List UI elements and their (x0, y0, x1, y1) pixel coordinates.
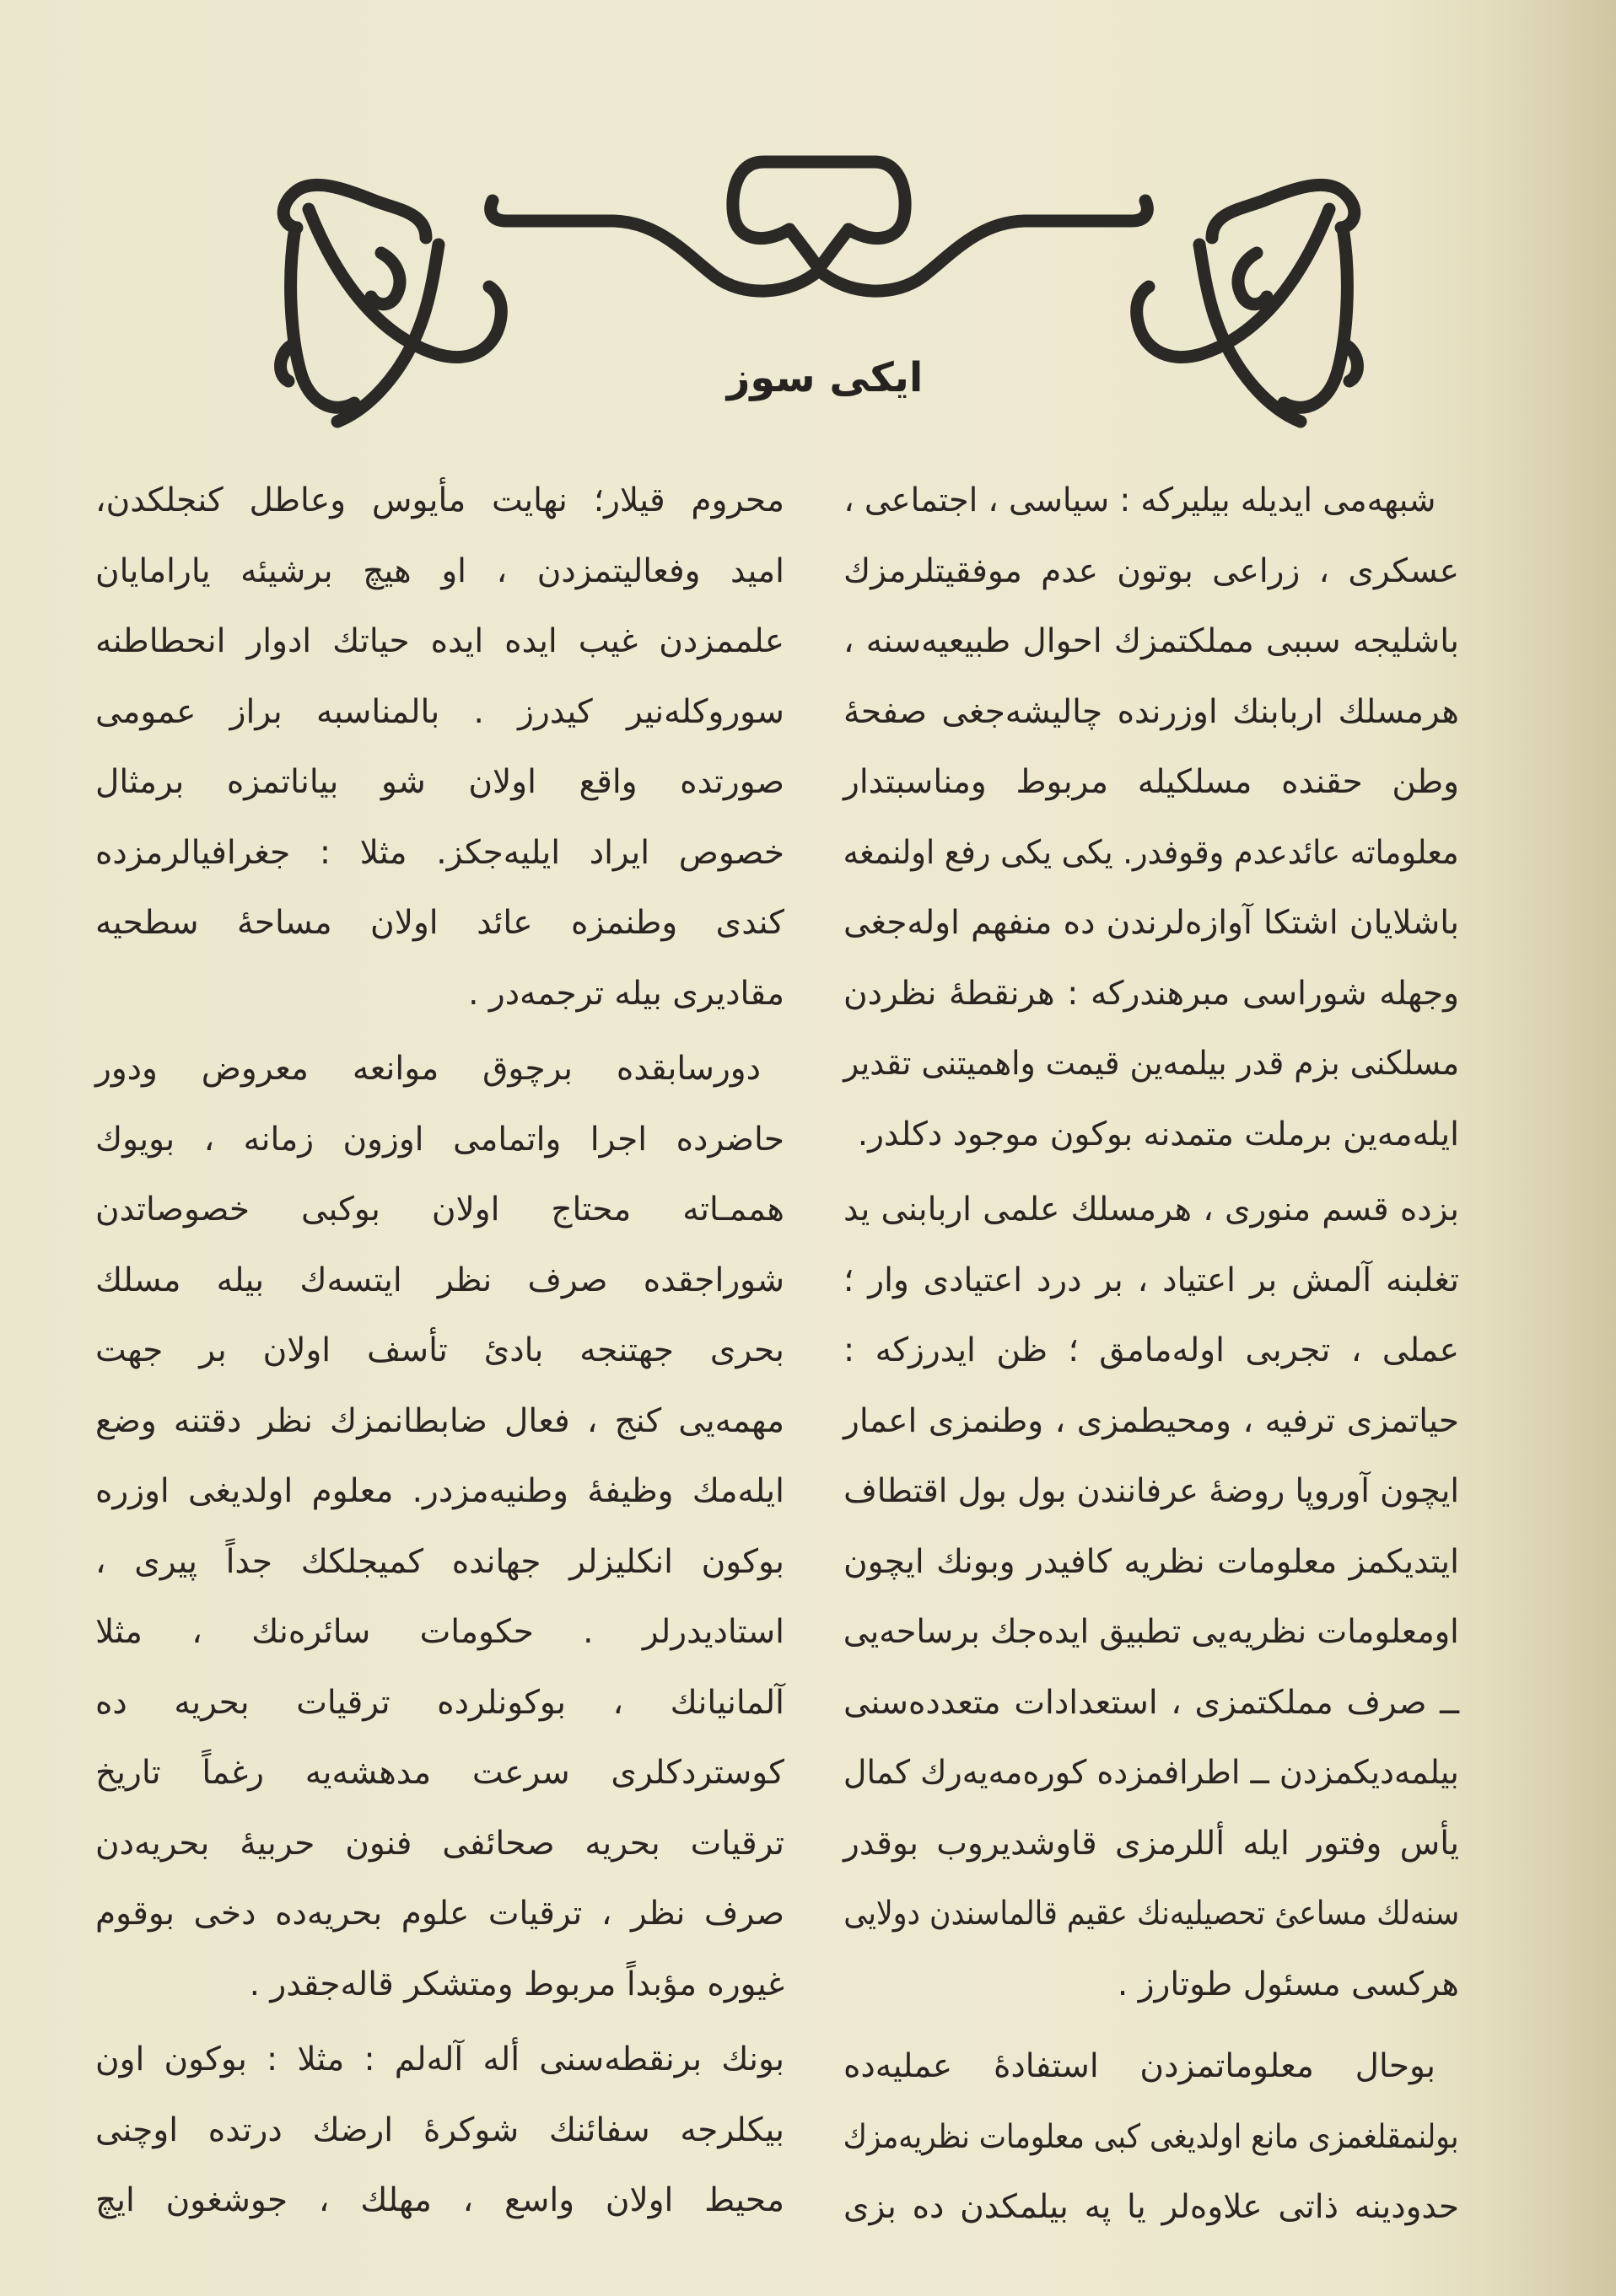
text-line (95, 1668, 784, 1739)
text-line-content: حاضرده اجرا واتمامى اوزون زمانه ، بويوك (95, 1120, 784, 1159)
text-line (95, 1597, 784, 1668)
text-line (95, 2024, 784, 2095)
text-line-content: ترقيات بحريه صحائفى فنون حربيهٔ بحريه‌دن (95, 1824, 784, 1863)
paragraph (95, 2024, 784, 2236)
text-line-content: علممزدن غيب ايده ايده حياتك ادوار انحطاطنه (95, 622, 784, 660)
text-line-content: سوروكله‌نير كيدرز . بالمناسبه براز عمومى (95, 692, 784, 731)
text-line (95, 818, 784, 889)
text-line-content: صرف نظر ، ترقيات علوم بحريه‌ده دخى بوقوم (95, 1895, 784, 1933)
text-line-content: ايله‌مه‌ين برملت متمدنه بوكون موجود دكلدر. (857, 1115, 1459, 1153)
article-title: ايكى سوز (726, 354, 924, 401)
text-line-content: صورتده واقع اولان شو بياناتمزه برمثال (95, 763, 784, 801)
text-line-content: حياتمزى ترفيه ، ومحيطمزى ، وطنمزى اعمار (843, 1401, 1459, 1440)
text-line-content: مقاديرى بيله ترجمه‌در . (468, 974, 784, 1013)
text-line (843, 1949, 1459, 2020)
text-line-content: بحرى جهتنجه بادئ تأسف اولان بر جهت (95, 1331, 784, 1369)
text-line-content: بوحال معلوماتمزدن استفادهٔ عمليه‌ده (843, 2047, 1436, 2085)
text-line (843, 1175, 1459, 1245)
text-line-content: بزده قسم منورى ، هرمسلك علمى اربابنى يد (843, 1191, 1459, 1229)
text-line (95, 536, 784, 607)
paragraph (95, 465, 784, 1029)
text-column-right (843, 465, 1459, 2248)
text-line-content: محروم قيلار؛ نهايت مأيوس وعاطل كنجلكدن، (95, 481, 784, 519)
text-line-content: بيلمه‌ديكمزدن ــ اطرافمزده كوره‌مه‌يه‌رك كمال (843, 1754, 1459, 1792)
text-line (843, 1386, 1459, 1457)
text-line (843, 465, 1459, 536)
text-line (843, 1597, 1459, 1668)
text-line-content: وجهله شوراسى مبرهندركه : هرنقطهٔ نظردن (843, 974, 1459, 1013)
text-line-content: بولنمقلغمزى مانع اولديغى كبى معلومات نظريه‌مزك (843, 2117, 1459, 2156)
text-line (95, 1809, 784, 1879)
text-line (843, 536, 1459, 607)
text-line-content: بونك برنقطه‌سنى أله آله‌لم : مثلا : بوكون اون (95, 2041, 784, 2078)
text-line-content: حدودينه ذاتى علاوه‌لر يا په بيلمكدن ده بزى (843, 2188, 1459, 2226)
text-line (843, 747, 1459, 818)
text-line (95, 1175, 784, 1245)
text-line (95, 1315, 784, 1386)
text-line (95, 1879, 784, 1949)
text-line (95, 747, 784, 818)
text-line (843, 1100, 1459, 1170)
paragraph (843, 1175, 1459, 2019)
text-line (843, 2172, 1459, 2243)
text-line-content: بيكلرجه سفائنك شوكرهٔ ارضك درتده اوچنى (95, 2110, 784, 2149)
text-line (95, 1738, 784, 1809)
text-line (843, 2102, 1459, 2173)
text-line (843, 1315, 1459, 1386)
text-line-content: كندى وطنمزه عائد اولان مساحهٔ سطحيه (95, 904, 784, 942)
text-line (95, 1527, 784, 1598)
text-line (843, 2031, 1459, 2102)
text-line-content: تغلبنه آلمش بر اعتياد ، بر درد اعتيادى وار ؛ (843, 1261, 1459, 1299)
paragraph (843, 2031, 1459, 2243)
text-line-content: عملى ، تجربى اوله‌مامق ؛ ظن ايدرزكه : (843, 1331, 1459, 1369)
text-line-content: معلوماته عائدعدم وقوفدر. يكى يكى رفع اولنمغه (843, 833, 1459, 872)
text-line-content: استاديدرلر . حكومات سائره‌نك ، مثلا (95, 1613, 784, 1651)
text-line-content: خصوص ايراد ايليه‌جكز. مثلا : جغرافيالرمزده (95, 833, 784, 872)
text-line-content: سنه‌لك مساعئ تحصيليه‌نك عقيم قالماسندن دولايى (843, 1895, 1459, 1933)
text-line (95, 1034, 784, 1105)
text-line-content: غيوره مؤبداً مربوط ومتشكر قاله‌جقدر . (249, 1965, 784, 2003)
text-line-content: مهمه‌يى كنج ، فعال ضابطانمزك نظر دقتنه وضع (95, 1401, 784, 1440)
text-line-content: آلمانيانك ، بوكونلرده ترقيات بحريه ده (95, 1683, 784, 1722)
text-line-content: مسلكنى بزم قدر بيلمه‌ين قيمت واهميتنى تقدير (843, 1045, 1459, 1083)
text-line-content: ايتديكمز معلومات نظريه كافيدر وبونك ايچون (843, 1542, 1459, 1581)
text-line (95, 959, 784, 1030)
text-line (843, 1879, 1459, 1949)
text-line (843, 1029, 1459, 1100)
text-line (95, 1949, 784, 2020)
text-line-content: اميد وفعاليتمزدن ، او هيچ برشيئه يارامايان (95, 551, 784, 590)
header-ornament (0, 0, 1616, 472)
text-line-content: ايله‌مك وظيفهٔ وطنيه‌مزدر. معلوم اولديغى اوزره (95, 1472, 784, 1510)
text-line-content: دورسابقده برچوق موانعه معروض ودور (95, 1050, 761, 1088)
text-line (95, 2165, 784, 2236)
text-line (95, 1105, 784, 1175)
text-line-content: يأس وفتور ايله أللرمزى قاوشديروب بوقدر (843, 1824, 1459, 1863)
text-line (95, 2095, 784, 2166)
text-line (843, 606, 1459, 677)
text-line-content: ايچون آوروپا روضهٔ عرفانندن بول بول اقتطاف (843, 1472, 1459, 1510)
text-line (95, 1456, 784, 1527)
paragraph (95, 1034, 784, 2019)
text-column-left (95, 465, 784, 2241)
text-line (843, 1245, 1459, 1316)
text-line-content: عسكرى ، زراعى بوتون عدم موفقيتلرمزك (843, 551, 1459, 590)
text-line (95, 1386, 784, 1457)
text-line (843, 1738, 1459, 1809)
text-line-content: وطن حقنده مسلكيله مربوط ومناسبتدار (843, 763, 1459, 801)
text-line-content: محيط اولان واسع ، مهلك ، جوشغون ايچ (95, 2181, 784, 2219)
text-line-content: شبهه‌مى ايديله بيليركه : سياسى ، اجتماعى ، (843, 481, 1436, 519)
text-line-content: بوكون انكليزلر جهانده كميجلكك جداً پيرى ، (95, 1542, 784, 1581)
text-line-content: اومعلومات نظريه‌يى تطبيق ايده‌جك برساحه‌يى (843, 1613, 1459, 1651)
text-line (843, 1809, 1459, 1879)
text-line (843, 1527, 1459, 1598)
text-line-content: باشليجه سببى مملكتمزك احوال طبيعيه‌سنه ، (843, 622, 1459, 660)
text-line (843, 1668, 1459, 1739)
text-line-content: ــ صرف مملكتمزى ، استعدادات متعدده‌سنى (843, 1683, 1459, 1722)
text-line-content: باشلايان اشتكا آوازه‌لرندن ده منفهم اوله‌جغى (843, 904, 1459, 942)
text-line-content: هرمسلك اربابنك اوزرنده چاليشه‌جغى صفحهٔ (843, 692, 1459, 731)
text-line-content: شوراجقده صرف نظر ايتسه‌ك بيله مسلك (95, 1261, 784, 1299)
text-line (843, 959, 1459, 1030)
paragraph (843, 465, 1459, 1170)
text-line (95, 465, 784, 536)
text-line-content: كوستردكلرى سرعت مدهشه‌يه رغماً تاريخ (95, 1754, 784, 1792)
text-line (95, 1245, 784, 1316)
text-line (843, 888, 1459, 959)
text-line (843, 677, 1459, 748)
text-line (95, 888, 784, 959)
text-line-content: هممـاته محتاج اولان بوكبى خصوصاتدن (95, 1191, 784, 1229)
text-line (843, 818, 1459, 889)
text-line (95, 606, 784, 677)
text-line (95, 677, 784, 748)
text-line-content: هركسى مسئول طوتارز . (1117, 1965, 1459, 2003)
text-line (843, 1456, 1459, 1527)
